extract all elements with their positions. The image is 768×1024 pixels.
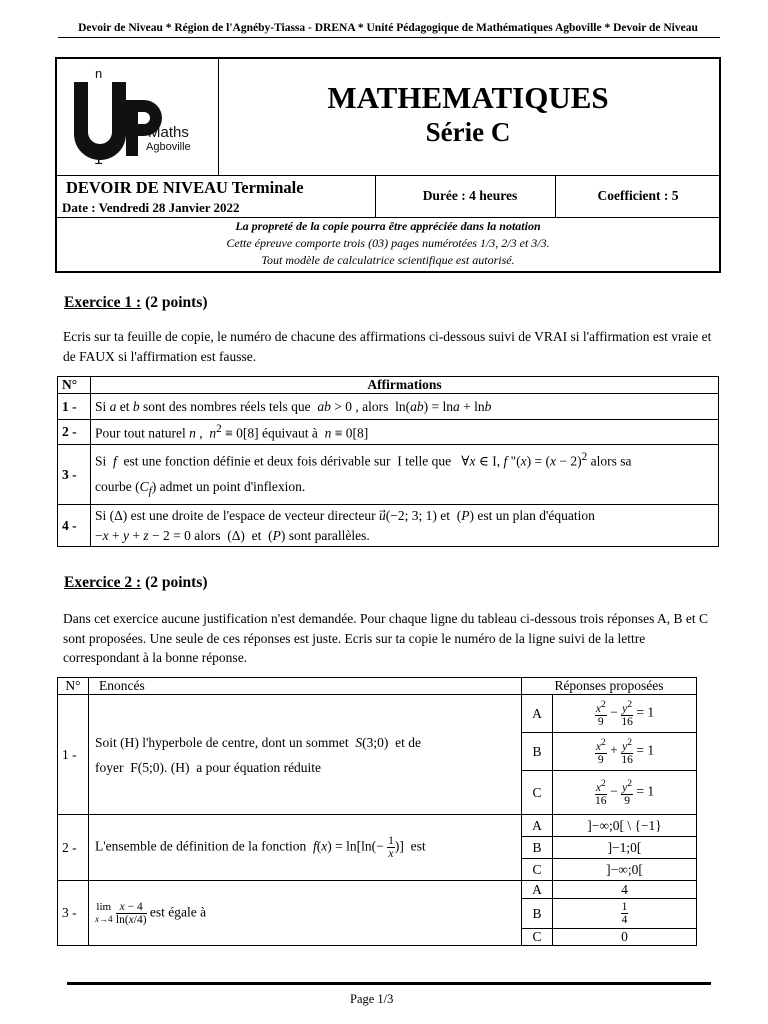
banner-rule [58, 37, 720, 38]
coefficient-label: Coefficient : 5 [597, 188, 679, 203]
page-number: Page 1/3 [350, 992, 394, 1006]
exercice2-title [64, 574, 208, 592]
exercice1-table [57, 376, 719, 547]
t1-row-affirmation-1: Si a et b sont des nombres réels tels que ab > 0 , alors ln(ab) = lna + lnb [91, 394, 719, 420]
t1-row-num: 3 - [58, 445, 91, 505]
t2-row-num: 3 - [58, 881, 89, 946]
note-pages: Cette épreuve comporte trois (03) pages numérotées 1/3, 2/3 et 3/3. [226, 236, 550, 250]
t2-letter: B [522, 733, 553, 771]
exercice1-points: (2 points) [145, 294, 208, 311]
note-proprete: La propreté de la copie pourra être appréciée dans la notation [235, 219, 541, 233]
note-calculatrice: Tout modèle de calculatrice scientifique est autorisé. [261, 253, 515, 267]
t2-letter: A [522, 695, 553, 733]
t1-header-num: N° [58, 377, 91, 394]
up-maths-logo [68, 64, 208, 168]
t2-letter: A [522, 881, 553, 899]
svg-text:n: n [95, 66, 103, 81]
t2-letter: B [522, 899, 553, 929]
exercice1-label: Exercice 1 : [64, 294, 142, 311]
t1-row-num: 1 - [58, 394, 91, 420]
exercice1-title [64, 294, 208, 312]
t2-header-reponses: Réponses proposées [522, 678, 697, 695]
t2-answer-1C: $\frac{x^2}{16}$ − $\frac{y^2}{9}$ = 1 [553, 771, 697, 815]
exercice2-table [57, 677, 697, 946]
t2-answer-1A: $\frac{x^2}{9}$ − $\frac{y^2}{16}$ = 1 [553, 695, 697, 733]
t2-answer-1B: $\frac{x^2}{9}$ + $\frac{y^2}{16}$ = 1 [553, 733, 697, 771]
t2-enonce-2: L'ensemble de définition de la fonction f(x) = ln[ln(− $\frac{1}{x}$ )] est [89, 815, 522, 881]
t2-answer-2C: ]−∞;0[ [553, 859, 697, 881]
page-subtitle: Série C [425, 117, 511, 147]
t1-row-affirmation-4: Si (Δ) est une droite de l'espace de vecteur directeur u⃗(−2; 3; 1) et (P) est un plan d'équation −x + y + z − 2 = 0 alors (Δ) et (P) sont parallèles. [91, 505, 719, 547]
exercice2-intro: Dans cet exercice aucune justification n'est demandée. Pour chaque ligne du tableau ci-dessous trois réponses A, B et C sont proposées. Une seule de ces réponses est juste. Ecris sur ta copie le numéro de la ligne suivi de la lettre correspondant à la bonne réponse. [63, 611, 708, 665]
duree-label: Durée : 4 heures [422, 188, 518, 203]
t2-enonce-1: Soit (H) l'hyperbole de centre, dont un sommet S(3;0) et de foyer F(5;0). (H) a pour équation réduite [89, 695, 522, 815]
t2-answer-3B: $\frac{1}{4}$ [553, 899, 697, 929]
t2-row-num: 1 - [58, 695, 89, 815]
logo-maths: Maths [148, 124, 189, 141]
t1-header-affirmations: Affirmations [91, 377, 719, 394]
top-banner: Devoir de Niveau * Région de l'Agnéby-Tiassa - DRENA * Unité Pédagogique de Mathématiques Agboville * Devoir de Niveau [78, 22, 698, 34]
t2-letter: A [522, 815, 553, 837]
t2-letter: C [522, 929, 553, 946]
page-title: MATHEMATIQUES [327, 80, 609, 115]
t1-row-num: 4 - [58, 505, 91, 547]
t2-enonce-3: lim x→4 $\frac{x - 4}{\ln(x/4)}$ est égale à [89, 881, 522, 946]
exercice1-intro: Ecris sur ta feuille de copie, le numéro de chacune des affirmations ci-dessous suivi de VRAI si l'affirmation est vraie et de FAUX si l'affirmation est fausse. [63, 329, 712, 364]
logo-agboville: Agboville [146, 141, 191, 153]
t1-row-affirmation-2: Pour tout naturel n , $n^2 \equiv 0[8]$ équivaut à n ≡ 0[8] [91, 420, 719, 445]
t2-letter: C [522, 771, 553, 815]
t2-answer-2A: ]−∞;0[ \ {−1} [553, 815, 697, 837]
devoir-label: DEVOIR DE NIVEAU Terminale [66, 178, 304, 197]
exercice2-points: (2 points) [145, 574, 208, 591]
t2-letter: C [522, 859, 553, 881]
t2-answer-3C: 0 [553, 929, 697, 946]
t2-header-enonces: Enoncés [89, 678, 522, 695]
t2-header-num: N° [58, 678, 89, 695]
t1-row-num: 2 - [58, 420, 91, 445]
exercice2-label: Exercice 2 : [64, 574, 142, 591]
t2-answer-3A: 4 [553, 881, 697, 899]
logo-digit: 1 [94, 151, 103, 168]
t1-row-affirmation-3: Si f est une fonction définie et deux fois dérivable sur I telle que ∀x ∈ I, f "$(x) = (x - 2)^2$ alors sa courbe $(C_f)$ admet un point d'inflexion. [91, 445, 719, 505]
t2-row-num: 2 - [58, 815, 89, 881]
date-label: Date : Vendredi 28 Janvier 2022 [62, 200, 240, 215]
t2-answer-2B: ]−1;0[ [553, 837, 697, 859]
footer-rule [67, 982, 711, 985]
t2-letter: B [522, 837, 553, 859]
